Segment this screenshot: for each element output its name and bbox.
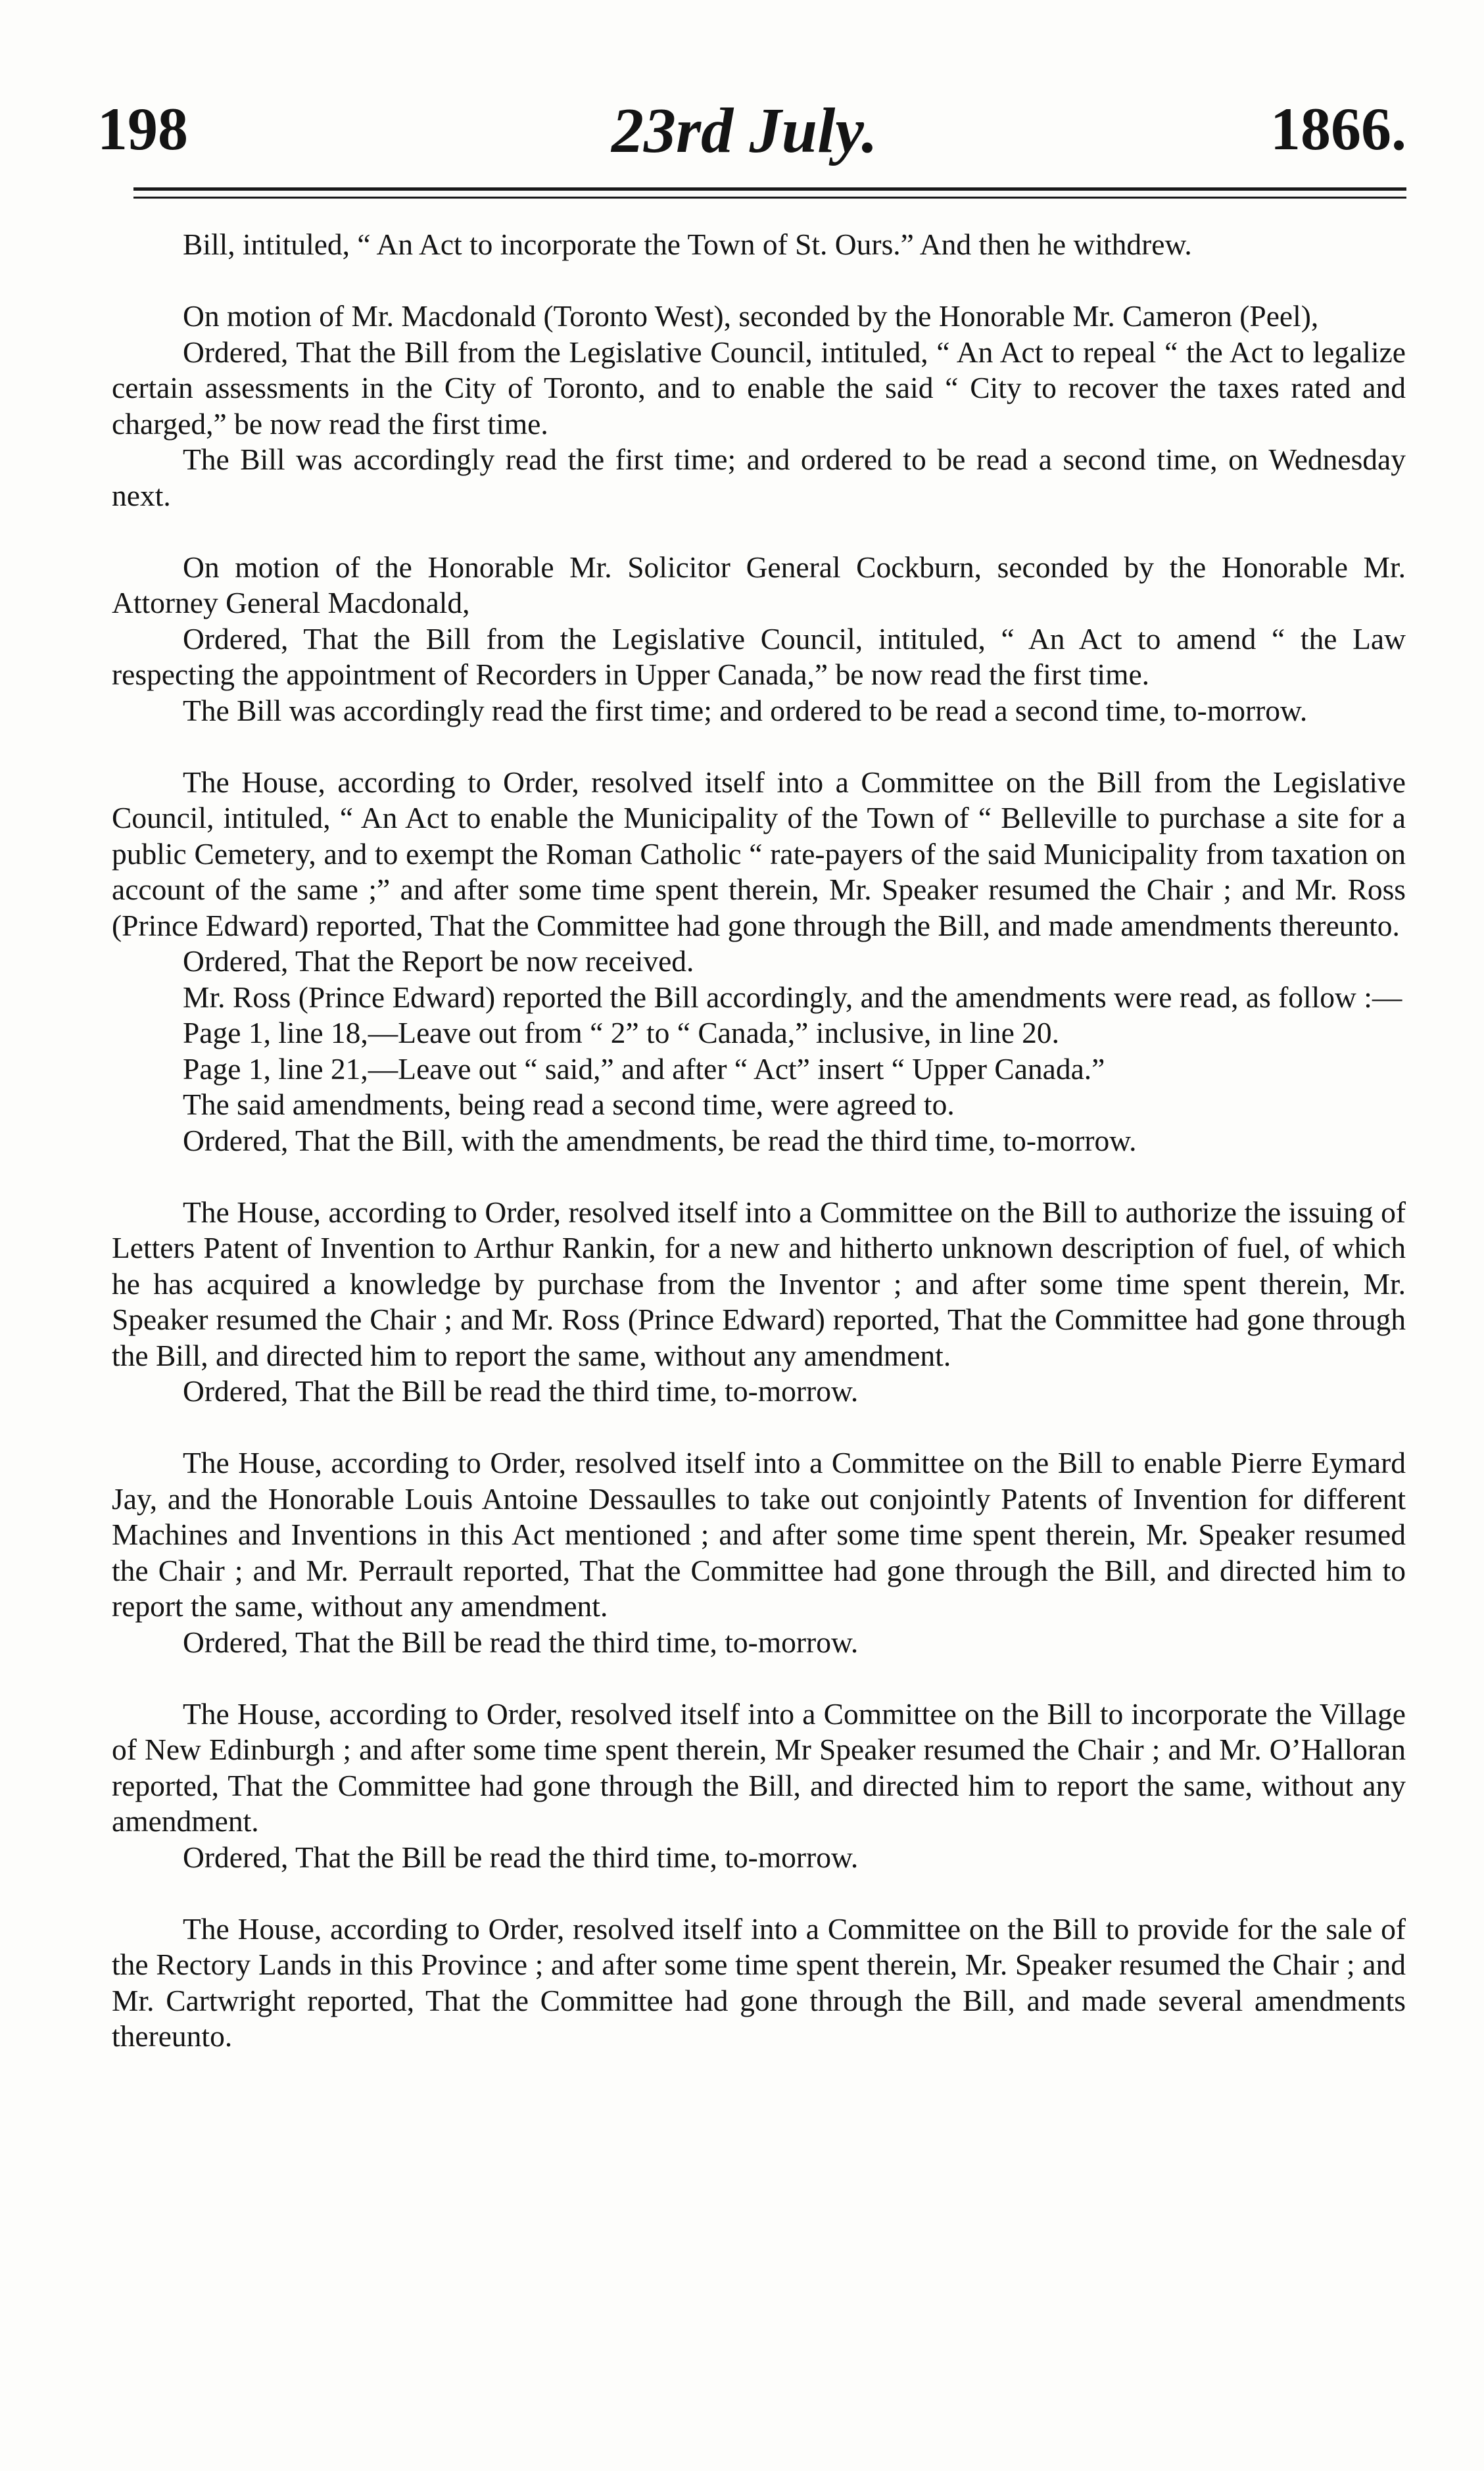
paragraph-motion-toronto: On motion of Mr. Macdonald (Toronto West), seconded by the Honorable Mr. Cameron (Peel),	[183, 299, 1319, 333]
paragraph-committee-belleville: The House, according to Order, resolved itself into a Committee on the Bill from the Legislative Council, intituled, “ An Act to enable the Municipality of the Town of “ Belleville to purchase a site for a public Cemetery, and to exempt the Roman Catholic “ rate-payers of the said Municipality from taxation on account of the same ;” and after some time spent therein, Mr. Speaker resumed the Chair ; and Mr. Ross (Prince Edward) reported, That the Committee had gone through the Bill, and made amendments thereunto.	[112, 765, 1406, 942]
paragraph-amendments-read: Mr. Ross (Prince Edward) reported the Bill accordingly, and the amendments were read, as follow :—	[183, 980, 1402, 1014]
page-number: 198	[97, 95, 188, 162]
header-rule-thick	[133, 187, 1406, 191]
paragraph-committee-new-edinburgh: The House, according to Order, resolved itself into a Committee on the Bill to incorporate the Village of New Edinburgh ; and after some time spent therein, Mr Speaker resumed the Chair ; and Mr. O’Halloran reported, That the Committee had gone through the Bill, and directed him to report the same, without any amendment.	[112, 1696, 1406, 1838]
paragraph-order-recorders: Ordered, That the Bill from the Legislative Council, intituled, “ An Act to amend “ the Law respecting the appointment of Recorders in Upper Canada,” be now read the first time.	[112, 621, 1406, 691]
paragraph-committee-rankin: The House, according to Order, resolved itself into a Committee on the Bill to authorize the issuing of Letters Patent of Invention to Arthur Rankin, for a new and hitherto unknown description of fuel, of which he has acquired a knowledge by purchase from the Inventor ; and after some time spent therein, Mr. Speaker resumed the Chair ; and Mr. Ross (Prince Edward) reported, That the Committee had gone through the Bill, and directed him to report the same, without any amendment.	[112, 1195, 1406, 1372]
paragraph-motion-cockburn: On motion of the Honorable Mr. Solicitor General Cockburn, seconded by the Honorable Mr. Attorney General Macdonald,	[112, 550, 1406, 619]
page-year: 1866.	[1270, 95, 1406, 162]
paragraph-report-received: Ordered, That the Report be now received.	[183, 944, 694, 978]
journal-body	[112, 227, 1406, 2055]
paragraph-order-repeal: Ordered, That the Bill from the Legislative Council, intituled, “ An Act to repeal “ the Act to legalize certain assessments in the City of Toronto, and to enable the said “ City to recover the taxes rated and charged,” be now read the first time.	[112, 335, 1406, 441]
paragraph-amendment-1: Page 1, line 18,—Leave out from “ 2” to “ Canada,” inclusive, in line 20.	[183, 1016, 1060, 1049]
paragraph-committee-jay: The House, according to Order, resolved itself into a Committee on the Bill to enable Pierre Eymard Jay, and the Honorable Louis Antoine Dessaulles to take out conjointly Patents of Invention for different Machines and Inventions in this Act mentioned ; and after some time spent therein, Mr. Speaker resumed the Chair ; and Mr. Perrault reported, That the Committee had gone through the Bill, and directed him to report the same, without any amendment.	[112, 1446, 1406, 1623]
page-date: 23rd July.	[611, 95, 878, 166]
paragraph-committee-rectory-lands: The House, according to Order, resolved itself into a Committee on the Bill to provide for the sale of the Rectory Lands in this Province ; and after some time spent therein, Mr. Speaker resumed the Chair ; and Mr. Cartwright reported, That the Committee had gone through the Bill, and made several amendments thereunto.	[112, 1911, 1406, 2053]
paragraph-third-reading-1: Ordered, That the Bill, with the amendments, be read the third time, to-morrow.	[183, 1123, 1137, 1157]
paragraph-third-reading-2: Ordered, That the Bill be read the third time, to-morrow.	[183, 1374, 859, 1408]
header-rule-thin	[133, 197, 1406, 199]
paragraph-third-reading-4: Ordered, That the Bill be read the third time, to-morrow.	[183, 1840, 859, 1874]
paragraph-st-ours-bill: Bill, intituled, “ An Act to incorporate the Town of St. Ours.” And then he withdrew.	[183, 228, 1192, 261]
paragraph-amendments-agreed: The said amendments, being read a second time, were agreed to.	[183, 1088, 955, 1121]
paragraph-read-first-time-2: The Bill was accordingly read the first time; and ordered to be read a second time, to-morrow.	[183, 693, 1308, 727]
paragraph-third-reading-3: Ordered, That the Bill be read the third time, to-morrow.	[183, 1625, 859, 1659]
paragraph-read-first-time: The Bill was accordingly read the first time; and ordered to be read a second time, on Wednesday next.	[112, 443, 1406, 512]
paragraph-amendment-2: Page 1, line 21,—Leave out “ said,” and after “ Act” insert “ Upper Canada.”	[183, 1051, 1105, 1086]
